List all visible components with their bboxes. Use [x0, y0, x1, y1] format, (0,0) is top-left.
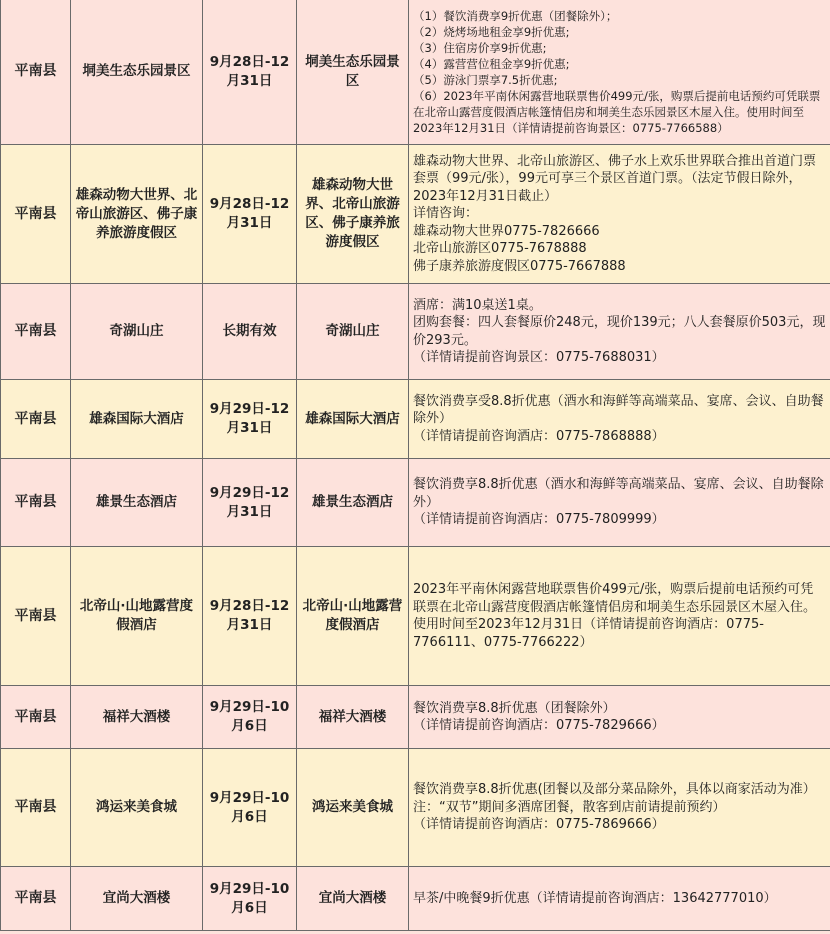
- offer-line: （1）餐饮消费享9折优惠（团餐除外）；: [413, 8, 618, 23]
- date-cell: 9月29日-10月6日: [203, 749, 297, 867]
- table-row: [1, 145, 830, 284]
- merchant-cell: 雄森动物大世界、北帝山旅游区、佛子康养旅游度假区: [297, 145, 409, 284]
- offer-line: 餐饮消费享8.8折优惠(团餐以及部分菜品除外，具体以商家活动为准）: [413, 782, 816, 798]
- merchant-cell: 雄森国际大酒店: [297, 380, 409, 459]
- offer-details-cell: [409, 749, 830, 867]
- offer-details-cell: [409, 867, 830, 931]
- merchant-cell: 垌美生态乐园景区: [297, 0, 409, 145]
- table-row: [1, 380, 830, 459]
- date-cell: 9月28日-12月31日: [203, 145, 297, 284]
- attraction-name-cell: 雄森国际大酒店: [71, 380, 203, 459]
- date-cell: 9月29日-12月31日: [203, 459, 297, 547]
- offer-details-cell: [409, 284, 830, 380]
- table-body: [1, 0, 830, 931]
- offer-line: 佛子康养旅游度假区0775-7667888: [413, 258, 626, 274]
- table-row: [1, 284, 830, 380]
- merchant-cell: 宜尚大酒楼: [297, 867, 409, 931]
- offer-line: （详情请提前咨询酒店：0775-7869666）: [413, 817, 665, 833]
- attraction-name-cell: 宜尚大酒楼: [71, 867, 203, 931]
- merchant-cell: 北帝山·山地露营度假酒店: [297, 547, 409, 686]
- offer-line: 早茶/中晚餐9折优惠（详情请提前咨询酒店：13642777010）: [413, 890, 777, 906]
- merchant-cell: 福祥大酒楼: [297, 686, 409, 749]
- county-cell: 平南县: [1, 867, 71, 931]
- date-cell: 9月29日-10月6日: [203, 686, 297, 749]
- table-row: [1, 867, 830, 931]
- offer-line: （4）露营营位租金享9折优惠;: [413, 56, 570, 71]
- offer-details-cell: [409, 686, 830, 749]
- attraction-name-cell: 奇湖山庄: [71, 284, 203, 380]
- offer-line: 餐饮消费享受8.8折优惠（酒水和海鲜等高端菜品、宴席、会议、自助餐除外）: [413, 393, 824, 427]
- offer-line: （详情请提前咨询景区：0775-7688031）: [413, 350, 665, 365]
- table-row: [1, 547, 830, 686]
- attraction-name-cell: 垌美生态乐园景区: [71, 0, 203, 145]
- attraction-name-cell: 福祥大酒楼: [71, 686, 203, 749]
- offer-line: 酒席：满10桌送1桌。: [413, 297, 542, 313]
- attraction-name-cell: 雄景生态酒店: [71, 459, 203, 547]
- table-row: [1, 749, 830, 867]
- offer-line: 雄森动物大世界0775-7826666: [413, 223, 600, 239]
- county-cell: 平南县: [1, 686, 71, 749]
- table-row: [1, 686, 830, 749]
- offer-line: （3）住宿房价享9折优惠;: [413, 40, 547, 55]
- offer-line: 详情咨询：: [413, 206, 479, 222]
- offer-line: （5）游泳门票享7.5折优惠;: [413, 72, 558, 87]
- offer-line: 团购套餐：四人套餐原价248元，现价139元；八人套餐原价503元，现价293元。: [413, 315, 826, 348]
- county-cell: 平南县: [1, 749, 71, 867]
- offer-line: 注：“双节”期间多酒席团餐，散客到店前请提前预约）: [413, 799, 726, 815]
- table-row: [1, 0, 830, 145]
- offer-details-cell: [409, 547, 830, 686]
- offer-line: 餐饮消费享8.8折优惠（酒水和海鲜等高端菜品、宴席、会议、自助餐除外）: [413, 477, 824, 510]
- county-cell: 平南县: [1, 547, 71, 686]
- merchant-cell: 鸿运来美食城: [297, 749, 409, 867]
- date-cell: 长期有效: [203, 284, 297, 380]
- county-cell: 平南县: [1, 284, 71, 380]
- offer-line: （详情请提前咨询酒店：0775-7829666）: [413, 718, 665, 733]
- county-cell: 平南县: [1, 0, 71, 145]
- offer-line: 餐饮消费享8.8折优惠（团餐除外）: [413, 700, 616, 716]
- attraction-name-cell: 鸿运来美食城: [71, 749, 203, 867]
- date-cell: 9月28日-12月31日: [203, 0, 297, 145]
- table-row: [1, 459, 830, 547]
- offer-details-cell: [409, 380, 830, 459]
- county-cell: 平南县: [1, 145, 71, 284]
- offer-details-cell: [409, 459, 830, 547]
- county-cell: 平南县: [1, 459, 71, 547]
- county-cell: 平南县: [1, 380, 71, 459]
- offer-line: （详情请提前咨询酒店：0775-7809999）: [413, 512, 665, 528]
- offer-line: 2023年平南休闲露营地联票售价499元/张，购票后提前电话预约可凭联票在北帝山露营度假酒店帐篷情侣房和垌美生态乐园景区木屋入住。使用时间至2023年12月31日（详情请提前咨询酒店：0775-7766111、0775-7766222）: [413, 582, 817, 650]
- attraction-name-cell: 北帝山·山地露营度假酒店: [71, 547, 203, 686]
- offer-line: 北帝山旅游区0775-7678888: [413, 241, 587, 257]
- date-cell: 9月29日-10月6日: [203, 867, 297, 931]
- date-cell: 9月28日-12月31日: [203, 547, 297, 686]
- offer-details-cell: [409, 0, 830, 145]
- offer-line: （6）2023年平南休闲露营地联票售价499元/张，购票后提前电话预约可凭联票在北帝山露营度假酒店帐篷情侣房和垌美生态乐园景区木屋入住。使用时间至2023年12月31日（详情请提前咨询景区：0775-7766588）: [413, 88, 821, 135]
- offer-line: （详情请提前咨询酒店：0775-7868888）: [413, 428, 665, 444]
- offer-line: 雄森动物大世界、北帝山旅游区、佛子水上欢乐世界联合推出首道门票套票（99元/张），99元可享三个景区首道门票。（法定节假日除外，2023年12月31日截止）: [413, 153, 817, 204]
- attraction-name-cell: 雄森动物大世界、北帝山旅游区、佛子康养旅游度假区: [71, 145, 203, 284]
- offer-line: （2）烧烤场地租金享9折优惠;: [413, 24, 570, 39]
- merchant-cell: 奇湖山庄: [297, 284, 409, 380]
- date-cell: 9月29日-12月31日: [203, 380, 297, 459]
- merchant-cell: 雄景生态酒店: [297, 459, 409, 547]
- offer-details-cell: [409, 145, 830, 284]
